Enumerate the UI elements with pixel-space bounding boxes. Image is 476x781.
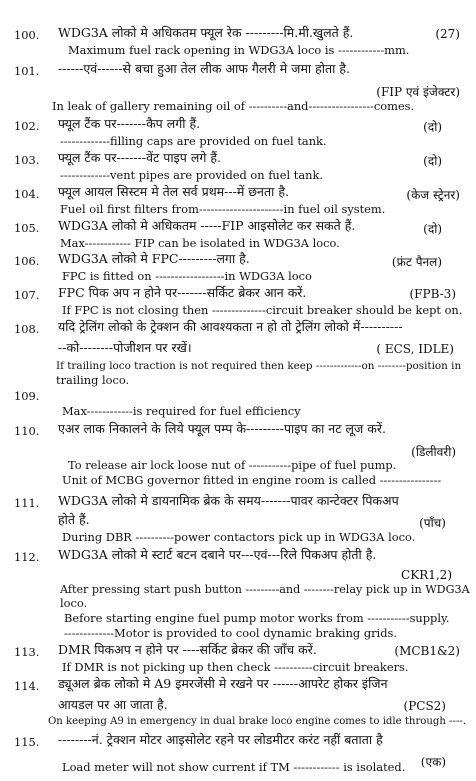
q108-answer: ( ECS, IDLE)	[376, 342, 454, 356]
q114-hindi-line1: ड्यूअल ब्रेक लोको मे A9 इमरजेंसी मे रखने पर ------आपरेट होकर इंजिन	[58, 676, 388, 691]
q108-english-line2: trailing loco.	[56, 373, 130, 387]
q106-hindi: WDG3A लोको मे FPC---------लगा है.	[58, 251, 250, 266]
q105-number: 105.	[14, 221, 40, 235]
q112-english-line3: Before starting engine fuel pump motor works from -----------supply.	[64, 611, 450, 625]
q104-english: Fuel oil first filters from----------------------in fuel oil system.	[60, 202, 386, 216]
q111-number: 111.	[14, 496, 40, 510]
q113-english: If DMR is not picking up then check ----------circuit breakers.	[62, 660, 409, 674]
q107-answer: (FPB-3)	[409, 287, 456, 301]
q112-english-line2: loco.	[60, 596, 88, 610]
q115-answer: (एक)	[420, 755, 446, 769]
q110-hindi: एअर लाक निकालने के लिये फ्यूल पम्प के---------पाइप का नट लूज करें.	[58, 421, 386, 436]
q102-answer: (दो)	[423, 120, 442, 134]
q115-english: Load meter will not show current if TM ------------ is isolated.	[62, 760, 406, 774]
q104-hindi: फ्यूल आयल सिस्टम मे तेल सर्व प्रथम---में छनता है.	[58, 184, 289, 199]
q108-number: 108.	[14, 322, 40, 336]
q103-hindi: फ्यूल टैंक पर-------वेंट पाइप लगे हैं.	[58, 150, 221, 165]
q115-number: 115.	[14, 735, 40, 749]
q110-answer: (डिलीवरी)	[411, 445, 456, 459]
q107-english: If FPC is not closing then --------------circuit breaker should be kept on.	[62, 303, 463, 317]
q112-number: 112.	[14, 550, 40, 564]
q105-answer: (दो)	[423, 222, 442, 236]
q110-english-line2: Unit of MCBG governor fitted in engine room is called ----------------	[62, 473, 442, 487]
q100-hindi: WDG3A लोको मे अधिकतम फ्यूल रेक ---------मि.मी.खुलते हैं.	[58, 25, 354, 40]
q104-answer: (केज स्ट्रेनर)	[406, 188, 460, 202]
q114-answer: (PCS2)	[403, 699, 446, 713]
q114-english: On keeping A9 in emergency in dual brake loco engine comes to idle through ----.	[48, 716, 467, 727]
q111-english: During DBR ----------power contactors pick up in WDG3A loco.	[62, 530, 416, 544]
q107-number: 107.	[14, 288, 40, 302]
q108-hindi-line2: --को--------पोजीशन पर रखें।	[58, 340, 192, 355]
q112-english-line1: After pressing start push button ---------and --------relay pick up in WDG3A	[60, 583, 470, 596]
q100-english: Maximum fuel rack opening in WDG3A loco is ------------mm.	[68, 43, 410, 57]
q101-answer: (FIP एवं इंजेक्टर)	[376, 85, 460, 99]
q105-english: Max------------ FIP can be isolated in WDG3A loco.	[60, 236, 340, 250]
q103-number: 103.	[14, 153, 40, 167]
q111-hindi-line2: होते हैं.	[58, 512, 90, 527]
q111-answer: (पाँच)	[419, 516, 446, 530]
q100-answer: (27)	[435, 27, 460, 41]
q115-hindi: --------नं. ट्रेक्शन मोटर आइसोलेट रहने पर लोडमीटर करंट नहीं बताता है	[58, 732, 383, 747]
q114-hindi-line2: आयडल पर आ जाता है.	[58, 697, 168, 712]
q110-english-line1: To release air lock loose nut of -----------pipe of fuel pump.	[68, 458, 397, 472]
q101-number: 101.	[14, 64, 40, 78]
q106-answer: (फ्रंट पैनल)	[391, 255, 442, 269]
q107-hindi: FPC पिक अप न होने पर-------सर्किट ब्रेकर आन करें.	[58, 285, 307, 300]
q101-english: In leak of gallery remaining oil of ----------and-----------------comes.	[52, 99, 415, 113]
q102-hindi: फ्यूल टैंक पर-------कैप लगी हैं.	[58, 116, 201, 131]
q112-answer: CKR1,2)	[401, 568, 452, 582]
q104-number: 104.	[14, 187, 40, 201]
q105-hindi: WDG3A लोको मे अधिकतम -----FIP आइसोलेट कर सकते हैं.	[58, 218, 356, 233]
q101-hindi: ------एवं------से बचा हुआ तेल लीक आफ गैलरी मे जमा होता है.	[58, 61, 350, 76]
q113-number: 113.	[14, 645, 40, 659]
q106-english: FPC is fitted on ------------------in WDG3A loco	[62, 269, 312, 283]
q108-hindi-line1: यदि ट्रेलिंग लोको के ट्रेक्शन की आवश्यकता न हो तो ट्रेलिंग लोको में----------	[58, 319, 403, 334]
q112-hindi: WDG3A लोको मे स्टार्ट बटन दबाने पर---एवं---रिले पिकअप होती है.	[58, 547, 377, 562]
q102-english: -------------filling caps are provided on fuel tank.	[60, 134, 327, 148]
q109-english: Max------------is required for fuel efficiency	[62, 404, 301, 418]
q109-number: 109.	[14, 389, 40, 403]
q106-number: 106.	[14, 254, 40, 268]
q108-english-line1: If trailing loco traction is not required then keep -------------on --------position in	[56, 360, 462, 372]
q103-answer: (दो)	[423, 154, 442, 168]
q103-english: -------------vent pipes are provided on fuel tank.	[60, 168, 323, 182]
q110-number: 110.	[14, 424, 40, 438]
q111-hindi-line1: WDG3A लोको मे डायनामिक ब्रेक के समय-------पावर कान्टेक्टर पिकअप	[58, 493, 399, 508]
q100-number: 100.	[14, 28, 40, 42]
q114-number: 114.	[14, 679, 40, 693]
q113-hindi: DMR पिकअप न होने पर ----सर्किट ब्रेकर की जाँच करें.	[58, 642, 317, 657]
q112-english-line4: -------------Motor is provided to cool dynamic braking grids.	[64, 626, 397, 640]
q113-answer: (MCB1&2)	[394, 644, 460, 658]
q102-number: 102.	[14, 119, 40, 133]
